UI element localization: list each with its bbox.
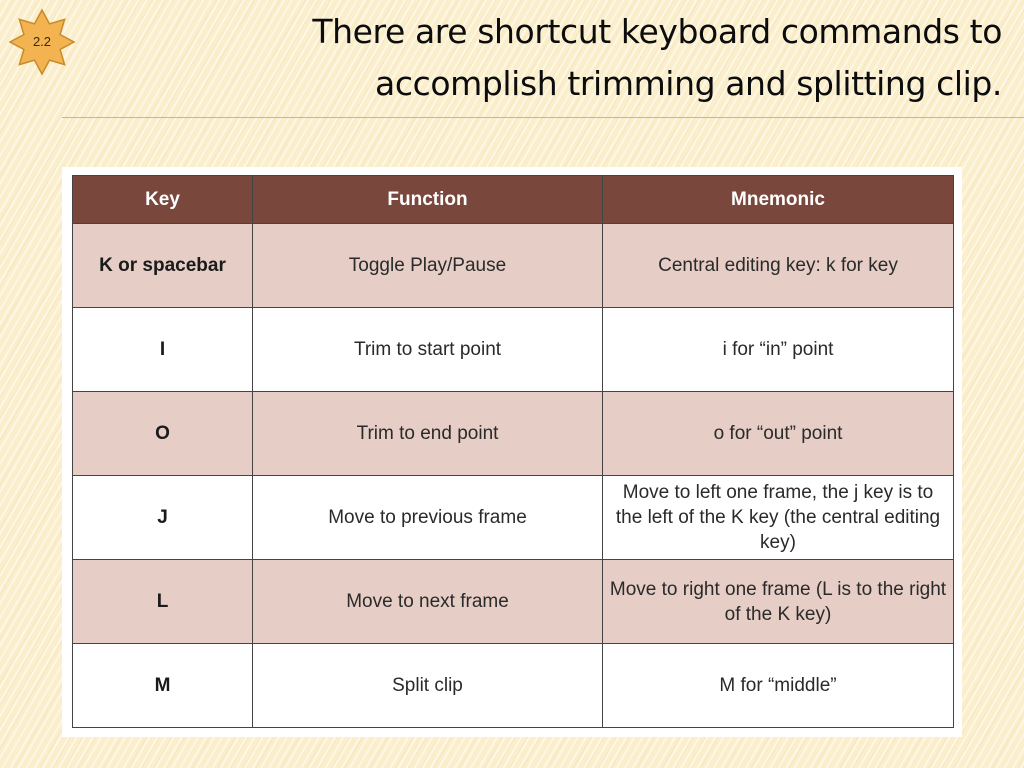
mnemonic-cell: Central editing key: k for key	[603, 224, 954, 308]
shortcut-table	[72, 175, 954, 728]
mnemonic-cell: M for “middle”	[603, 644, 954, 728]
function-cell: Split clip	[253, 644, 603, 728]
function-cell: Trim to end point	[253, 392, 603, 476]
key-cell: I	[73, 308, 253, 392]
key-cell: L	[73, 560, 253, 644]
mnemonic-cell: Move to left one frame, the j key is to the left of the K key (the central editing key)	[603, 476, 954, 560]
column-header-key: Key	[73, 176, 253, 224]
slide-number: 2.2	[32, 34, 52, 49]
column-header-mnemonic: Mnemonic	[603, 176, 954, 224]
slide-title-line-1: There are shortcut keyboard commands to	[312, 12, 1002, 51]
slide-number-badge	[8, 8, 76, 76]
column-header-function: Function	[253, 176, 603, 224]
table-row	[73, 392, 954, 476]
mnemonic-cell: Move to right one frame (L is to the right of the K key)	[603, 560, 954, 644]
title-divider	[62, 117, 1024, 118]
key-cell: O	[73, 392, 253, 476]
table-row	[73, 224, 954, 308]
table-row	[73, 644, 954, 728]
table-row	[73, 476, 954, 560]
table-row	[73, 560, 954, 644]
slide-title	[142, 6, 1002, 110]
table-header-row	[73, 176, 954, 224]
shortcut-table-frame	[62, 167, 962, 737]
mnemonic-cell: o for “out” point	[603, 392, 954, 476]
slide-title-line-2: accomplish trimming and splitting clip.	[375, 64, 1002, 103]
table-row	[73, 308, 954, 392]
mnemonic-cell: i for “in” point	[603, 308, 954, 392]
key-cell: J	[73, 476, 253, 560]
key-cell: K or spacebar	[73, 224, 253, 308]
function-cell: Toggle Play/Pause	[253, 224, 603, 308]
key-cell: M	[73, 644, 253, 728]
function-cell: Move to next frame	[253, 560, 603, 644]
function-cell: Move to previous frame	[253, 476, 603, 560]
function-cell: Trim to start point	[253, 308, 603, 392]
